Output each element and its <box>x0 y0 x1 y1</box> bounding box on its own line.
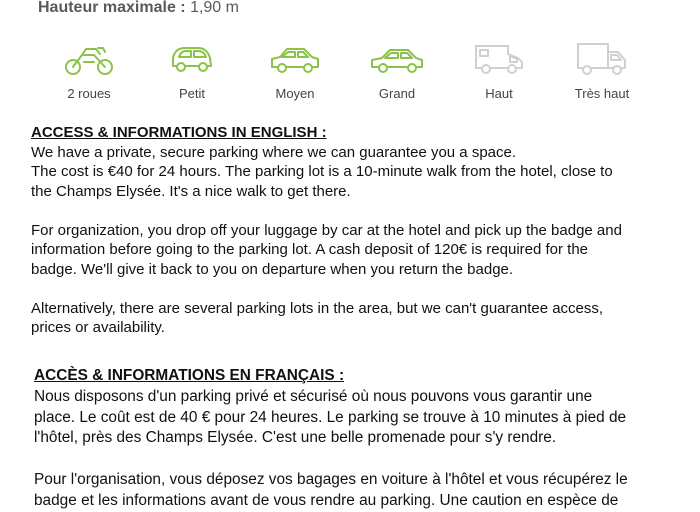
text-line: l'hôtel, près des Champs Elysée. C'est une belle promenade pour s'y rendre. <box>34 429 557 447</box>
vehicle-label: Petit <box>178 86 205 101</box>
vehicle-label: Très haut <box>574 86 630 101</box>
text-line: badge et les informations avant de vous rendre au parking. Une caution en espèce de <box>34 491 619 509</box>
text-line: the Champs Elysée. It's a nice walk to get there. <box>31 182 351 200</box>
max-height-value: 1,90 m <box>190 0 239 16</box>
french-heading: ACCÈS & INFORMATIONS EN FRANÇAIS : <box>34 367 345 384</box>
text-line: For organization, you drop off your luggage by car at the hotel and pick up the badge and <box>31 221 622 239</box>
paragraph-gap <box>34 449 694 470</box>
text-line: Nous disposons d'un parking privé et sécurisé où nous pouvons vous garantir une <box>34 387 593 405</box>
vehicle-label: 2 roues <box>67 86 111 101</box>
english-heading: ACCESS & INFORMATIONS IN ENGLISH : <box>31 124 327 141</box>
max-height-info <box>38 0 239 18</box>
large-car-icon <box>370 40 424 78</box>
paragraph-gap <box>31 279 691 299</box>
vehicle-item-2-roues <box>34 40 144 102</box>
text-line: prices or availability. <box>31 319 165 336</box>
vehicle-item-haut <box>444 40 554 102</box>
motorcycle-icon <box>62 40 116 78</box>
text-line: badge. We'll give it back to you on departure when you return the badge. <box>31 260 514 278</box>
text-line: place. Le coût est de 40 € pour 24 heures. Le parking se trouve à 10 minutes à pied de <box>34 408 627 426</box>
vehicle-item-petit <box>137 40 247 102</box>
vehicle-item-moyen <box>240 40 350 102</box>
truck-icon <box>575 40 629 78</box>
vehicle-size-list <box>0 40 700 110</box>
text-line: The cost is €40 for 24 hours. The parking lot is a 10-minute walk from the hotel, close to <box>31 163 613 180</box>
camper-van-icon <box>472 40 526 78</box>
paragraph-gap <box>31 201 691 221</box>
text-line: We have a private, secure parking where we can guarantee you a space. <box>31 143 517 161</box>
vehicle-label: Haut <box>485 86 513 101</box>
text-line: Alternatively, there are several parking lots in the area, but we can't guarantee access, <box>31 299 604 317</box>
english-info-section <box>31 123 691 338</box>
vehicle-label: Moyen <box>275 86 315 101</box>
vehicle-item-tres-haut <box>547 40 657 102</box>
vehicle-item-grand <box>342 40 452 102</box>
medium-car-icon <box>268 40 322 78</box>
text-line: Pour l'organisation, vous déposez vos bagages en voiture à l'hôtel et vous récupérez le <box>34 470 628 488</box>
max-height-label: Hauteur maximale : <box>38 0 186 16</box>
french-info-section <box>34 366 694 512</box>
small-car-icon <box>165 40 219 78</box>
text-line: information before going to the parking lot. A cash deposit of 120€ is required for the <box>31 241 589 258</box>
vehicle-label: Grand <box>378 86 416 101</box>
